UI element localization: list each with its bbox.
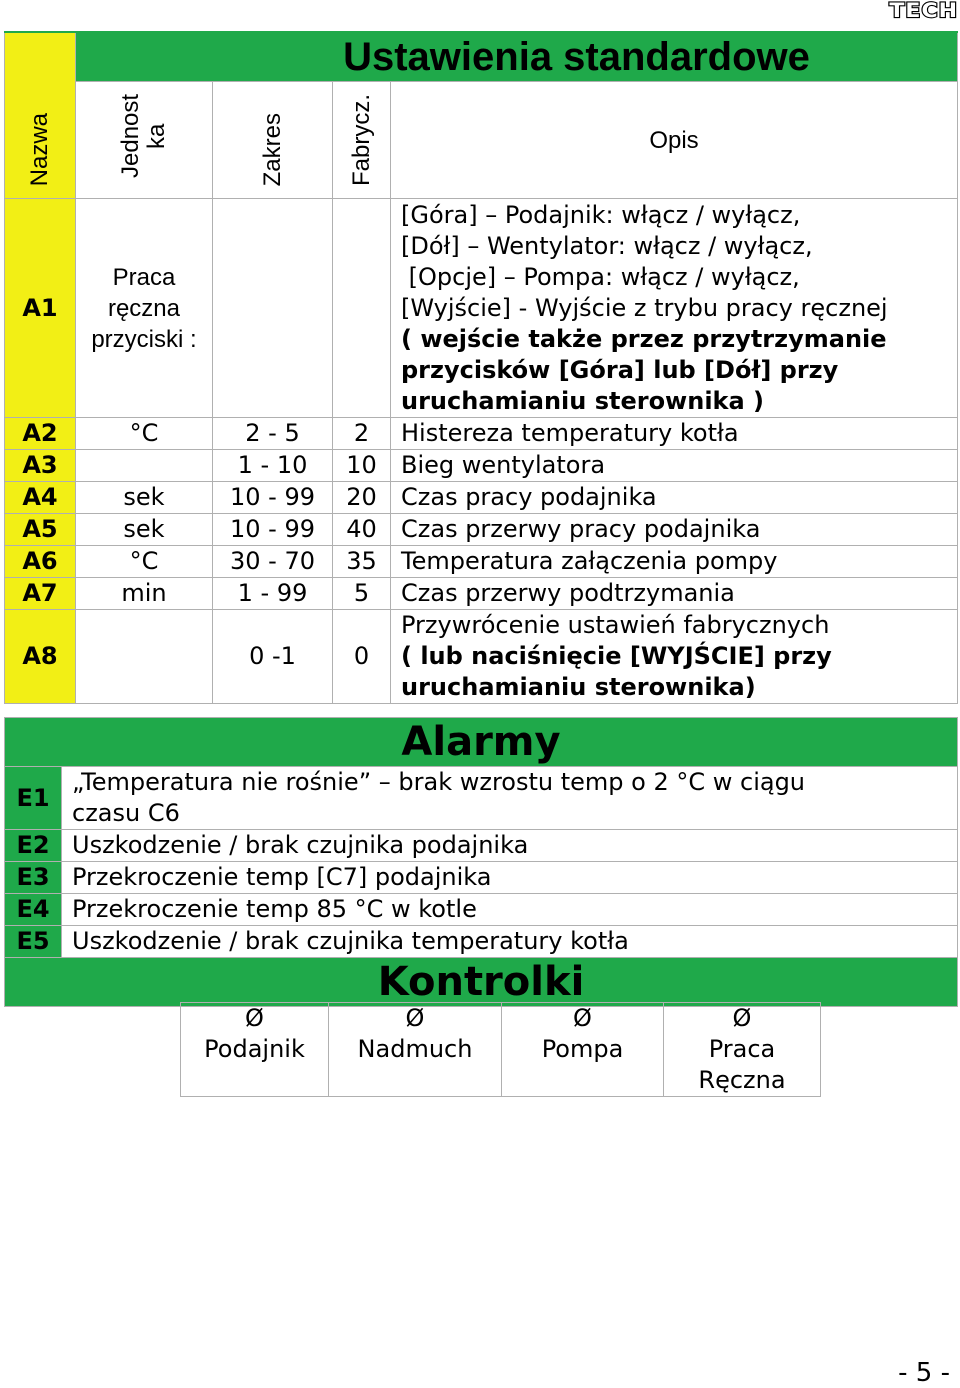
settings-row <box>5 514 958 546</box>
settings-row-a8 <box>5 610 958 704</box>
row-code: A6 <box>5 546 76 578</box>
row-desc: Temperatura załączenia pompy <box>391 546 958 578</box>
settings-title: Ustawienia standardowe <box>76 32 958 82</box>
alarm-row <box>5 830 958 862</box>
header-factory: Fabrycz. <box>333 82 391 199</box>
alarm-code: E1 <box>5 767 62 830</box>
row-range: 1 - 10 <box>213 450 333 482</box>
alarm-text: Uszkodzenie / brak czujnika podajnika <box>62 830 958 862</box>
row-factory <box>333 199 391 418</box>
indicator-label: Podajnik <box>181 1034 329 1097</box>
header-unit: Jednost ka <box>76 82 213 199</box>
settings-row <box>5 546 958 578</box>
indicators-table <box>180 1002 821 1097</box>
settings-row <box>5 450 958 482</box>
row-unit: °C <box>76 418 213 450</box>
settings-row <box>5 482 958 514</box>
row-range: 1 - 99 <box>213 578 333 610</box>
row-code: A3 <box>5 450 76 482</box>
header-desc: Opis <box>391 82 958 199</box>
alarm-text: Uszkodzenie / brak czujnika temperatury kotła <box>62 926 958 958</box>
row-factory: 5 <box>333 578 391 610</box>
header-name: Nazwa <box>5 32 76 199</box>
alarm-text: Przekroczenie temp [C7] podajnika <box>62 862 958 894</box>
alarms-table <box>4 717 958 1007</box>
indicator-symbol: Ø <box>664 1003 821 1035</box>
row-unit: Praca ręczna przyciski : <box>76 199 213 418</box>
row-range <box>213 199 333 418</box>
row-factory: 40 <box>333 514 391 546</box>
alarm-code: E3 <box>5 862 62 894</box>
row-factory: 20 <box>333 482 391 514</box>
alarm-row <box>5 767 958 830</box>
alarm-code: E5 <box>5 926 62 958</box>
row-range: 0 -1 <box>213 610 333 704</box>
alarm-code: E2 <box>5 830 62 862</box>
row-factory: 2 <box>333 418 391 450</box>
row-code: A1 <box>5 199 76 418</box>
indicator-symbol: Ø <box>329 1003 502 1035</box>
row-unit: min <box>76 578 213 610</box>
row-factory: 0 <box>333 610 391 704</box>
row-code: A5 <box>5 514 76 546</box>
row-code: A7 <box>5 578 76 610</box>
alarm-text: Przekroczenie temp 85 °C w kotle <box>62 894 958 926</box>
indicator-label: Pompa <box>502 1034 664 1097</box>
indicator-label: Praca Ręczna <box>664 1034 821 1097</box>
settings-row-a1 <box>5 199 958 418</box>
alarm-code: E4 <box>5 894 62 926</box>
row-unit: sek <box>76 482 213 514</box>
row-desc: Czas przerwy podtrzymania <box>391 578 958 610</box>
alarm-row <box>5 894 958 926</box>
row-unit <box>76 610 213 704</box>
row-unit: °C <box>76 546 213 578</box>
row-unit: sek <box>76 514 213 546</box>
row-range: 10 - 99 <box>213 514 333 546</box>
settings-table <box>4 31 958 704</box>
row-range: 10 - 99 <box>213 482 333 514</box>
settings-row <box>5 418 958 450</box>
page-number: - 5 - <box>898 1358 950 1388</box>
row-desc: [Góra] – Podajnik: włącz / wyłącz, [Dół] – Wentylator: włącz / wyłącz, [Opcje] – Pompa: włącz / wyłącz, [Wyjście] - Wyjście z trybu pracy ręcznej ( wejście także przez przytrzymanie przycisków [Góra] lub [Dół] przy uruchamianiu sterownika ) <box>391 199 958 418</box>
tech-logo: TECH <box>889 0 958 23</box>
indicator-symbol: Ø <box>181 1003 329 1035</box>
row-factory: 10 <box>333 450 391 482</box>
row-desc: Bieg wentylatora <box>391 450 958 482</box>
row-code: A2 <box>5 418 76 450</box>
alarm-text: „Temperatura nie rośnie” – brak wzrostu temp o 2 °C w ciągu czasu C6 <box>62 767 958 830</box>
row-code: A4 <box>5 482 76 514</box>
indicators-title: Kontrolki <box>5 958 958 1007</box>
alarms-title: Alarmy <box>5 718 958 767</box>
header-range: Zakres <box>213 82 333 199</box>
row-code: A8 <box>5 610 76 704</box>
row-desc: Histereza temperatury kotła <box>391 418 958 450</box>
row-unit <box>76 450 213 482</box>
row-desc: Czas pracy podajnika <box>391 482 958 514</box>
alarm-row <box>5 926 958 958</box>
row-range: 30 - 70 <box>213 546 333 578</box>
row-desc: Czas przerwy pracy podajnika <box>391 514 958 546</box>
settings-row <box>5 578 958 610</box>
row-range: 2 - 5 <box>213 418 333 450</box>
indicator-label: Nadmuch <box>329 1034 502 1097</box>
row-desc: Przywrócenie ustawień fabrycznych ( lub naciśnięcie [WYJŚCIE] przy uruchamianiu sterownika) <box>391 610 958 704</box>
row-factory: 35 <box>333 546 391 578</box>
indicator-symbol: Ø <box>502 1003 664 1035</box>
alarm-row <box>5 862 958 894</box>
